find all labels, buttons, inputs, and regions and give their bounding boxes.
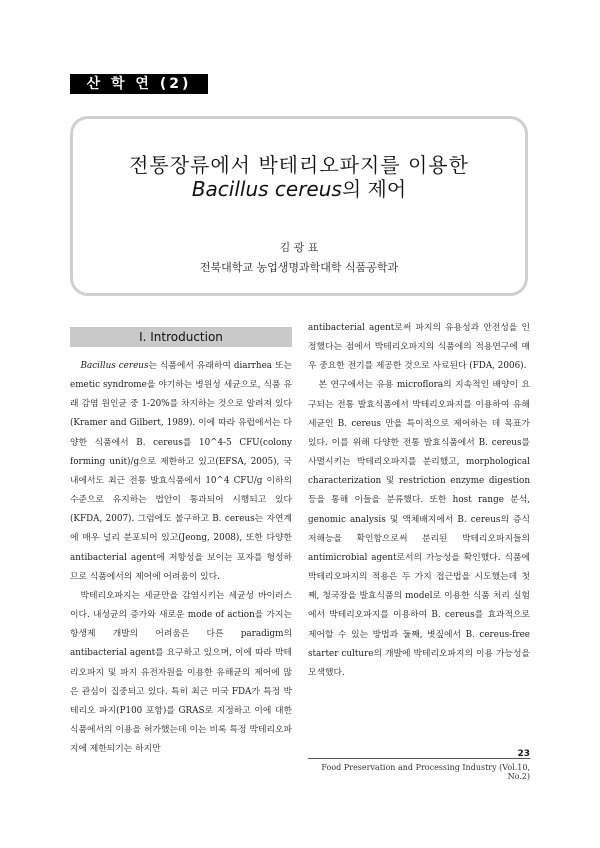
intro-paragraph-1 bbox=[70, 357, 292, 587]
intro-paragraph-2: 박테리오파지는 세균만을 감염시키는 세균성 바이러스이다. 내성균의 증가와 새로운 mode of action을 가지는 항생제 개발의 어려움은 다른 paradigm의 antibacterial agent를 요구하고 있으며, 이에 따라 박테리오파지 및 파지 유전자원을 이용한 유해균의 제어에 많은 관심이 집중되고 있다. 특히 최근 미국 FDA가 특정 박테리오 파지(P100 포함)를 GRAS로 지정하고 이에 대한 식품에서의 이용을 허가했는데 이는 비록 특정 박테리오파지에 제한되기는 하지만 bbox=[70, 590, 292, 755]
intro-paragraph-continued: antibacterial agent로써 파지의 유용성과 안전성을 인정했다는 점에서 박테리오파지의 식품에의 적용연구에 매우 중요한 전기를 제공한 것으로 사료된다 (FDA, 2006). bbox=[308, 323, 530, 372]
title-line2-rest: 의 제어 bbox=[341, 177, 407, 201]
page-number: 23 bbox=[517, 749, 530, 759]
article-title-line2 bbox=[73, 173, 525, 202]
title-species-name: Bacillus cereus bbox=[191, 177, 342, 201]
species-name: Bacillus cereus bbox=[80, 361, 149, 371]
right-column bbox=[308, 319, 530, 683]
intro-paragraph-1-text: 는 식품에서 유래하여 diarrhea 또는 emetic syndrome을 야기하는 병원성 세균으로, 식품 유래 감염 원인균 중 1-20%를 차지하는 것으로 알려져 있다 (Kramer and Gilbert, 1989). 이에 따라 유럽에서는 다양한 식품에서 B. cereus를 10^4-5 CFU(colony forming unit)/g으로 제한하고 있고(EFSA, 2005), 국내에서도 최근 전통 발효식품에서 10^4 CFU/g 이하의 수준으로 유지하는 법안이 통과되어 시행되고 있다(KFDA, 2007). 그럼에도 불구하고 B. cereus는 자연계에 매우 널리 분포되어 있고(Jeong, 2008), 또한 다양한 antibacterial agent에 저항성을 보이는 포자를 형성하므로 식품에서의 제어에 어려움이 있다. bbox=[70, 361, 292, 582]
section-tag: 산 학 연 (2) bbox=[70, 74, 208, 94]
intro-paragraph-3: 본 연구에서는 유용 microflora의 지속적인 배양이 요구되는 전통 발효식품에서 박테리오파지를 이용하여 유해 세균인 B. cereus 만을 특이적으로 제어하는 데 목표가 있다. 이를 위해 다양한 전통 발효식품에서 B. cereus를 사멸시키는 박테리오파지를 분리했고, morphological characterization 및 restriction enzyme digestion 등을 통해 이들을 분류했다. 또한 host range 분석, genomic analysis 및 액체배지에서 B. cereus의 증식 저해능을 확인함으로써 분리된 박테리오파지들의 antimicrobial agent로서의 가능성을 확인했다. 식품에 박테리오파지의 적용은 두 가지 접근법을 시도했는데 첫째, 청국장을 발효식품의 model로 이용한 식품 처리 실험에서 박테리오파지를 이용하여 B. cereus를 효과적으로 제어할 수 있는 방법과 둘째, 볏짚에서 B. cereus-free starter culture의 개발에 박테리오파지의 이용 가능성을 모색했다. bbox=[308, 380, 530, 678]
author-affiliation: 전북대학교 농업생명과학대학 식품공학과 bbox=[199, 261, 399, 274]
title-box bbox=[70, 116, 528, 296]
journal-footer: Food Preservation and Processing Industry (Vol.10, No.2) bbox=[321, 763, 530, 781]
author-name: 김 광 표 bbox=[279, 241, 319, 254]
left-column bbox=[70, 357, 292, 759]
introduction-heading: Ⅰ. Introduction bbox=[70, 327, 292, 347]
article-title-line1: 전통장류에서 박테리오파지를 이용한 bbox=[129, 153, 469, 177]
